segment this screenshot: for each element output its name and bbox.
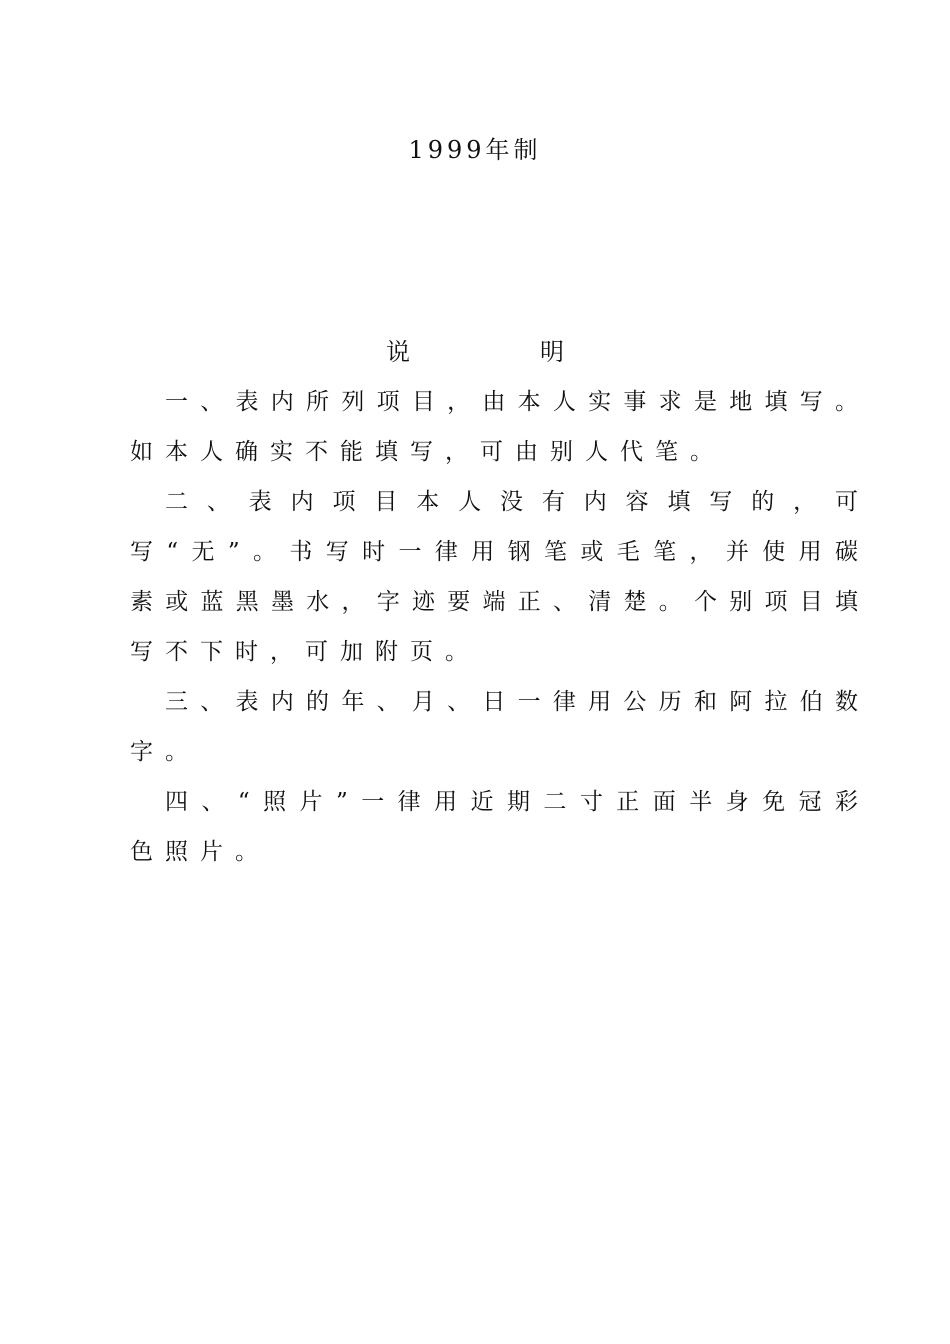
instruction-paragraph-4: 四、“照片”一律用近期二寸正面半身免冠彩色照片。 — [130, 789, 870, 865]
instruction-paragraph-1: 一、表内所列项目，由本人实事求是地填写。如本人确实不能填写，可由别人代笔。 — [130, 389, 870, 465]
heading-char-right: 明 — [540, 338, 564, 366]
instruction-paragraph-3: 三、表内的年、月、日一律用公历和阿拉伯数字。 — [130, 689, 870, 765]
instruction-paragraph-2: 二、表内项目本人没有内容填写的，可写“无”。书写时一律用钢笔或毛笔，并使用碳素或蓝黑墨水，字迹要端正、清楚。个别项目填写不下时，可加附页。 — [130, 489, 870, 665]
section-heading — [0, 332, 950, 367]
instructions-body — [130, 377, 870, 877]
year-label: 1999年制 — [408, 136, 542, 164]
heading-char-left: 说 — [386, 338, 410, 366]
